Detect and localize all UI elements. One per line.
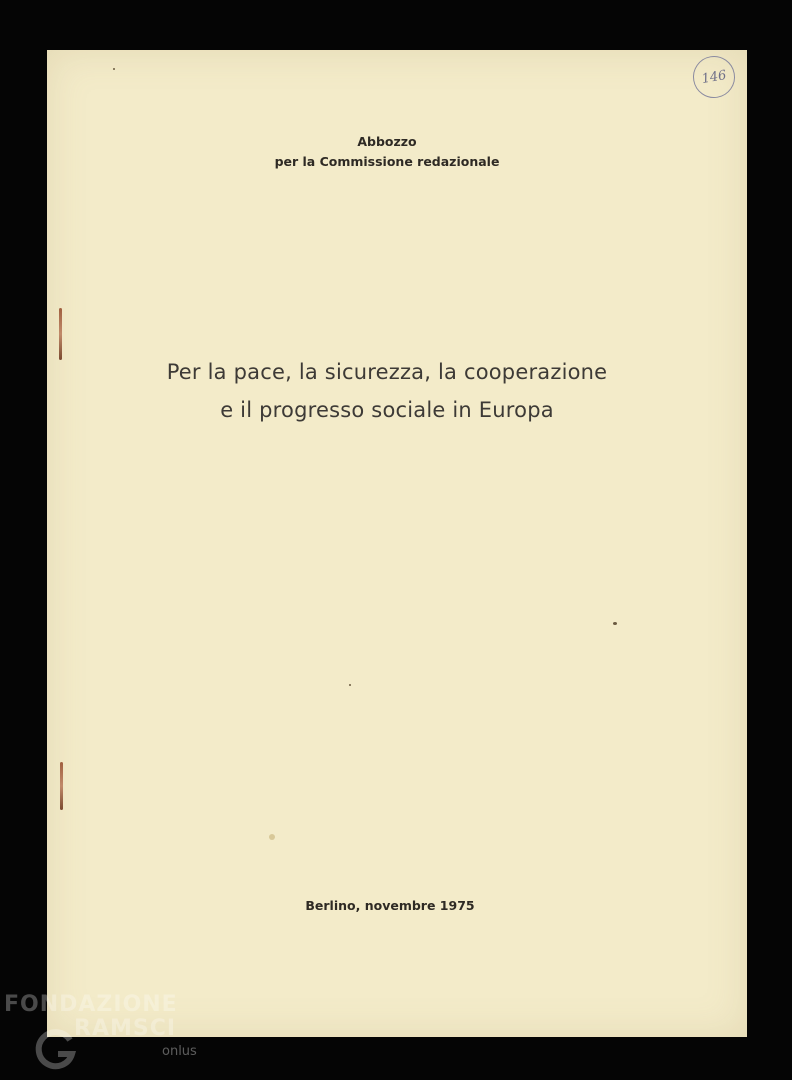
document-header bbox=[47, 132, 747, 172]
watermark-logo-icon bbox=[32, 1026, 78, 1072]
fondazione-watermark bbox=[4, 992, 204, 1072]
paper-speck bbox=[613, 622, 617, 625]
watermark-line-3: onlus bbox=[162, 1044, 197, 1059]
paper-speck bbox=[269, 834, 275, 840]
watermark-line-1: FONDAZIONE bbox=[4, 992, 178, 1017]
header-line-1: Abbozzo bbox=[357, 134, 417, 149]
header-line-2: per la Commissione redazionale bbox=[274, 154, 500, 169]
folio-number-stamp bbox=[690, 53, 739, 102]
title-line-2: e il progresso sociale in Europa bbox=[220, 398, 554, 422]
staple-bottom bbox=[60, 762, 63, 810]
document-footer bbox=[47, 898, 747, 913]
paper-speck bbox=[349, 684, 351, 686]
watermark-line-2: RAMSCI bbox=[74, 1016, 177, 1041]
place-date: Berlino, novembre 1975 bbox=[305, 898, 475, 913]
document-title bbox=[47, 353, 747, 429]
title-line-1: Per la pace, la sicurezza, la cooperazione bbox=[166, 360, 608, 384]
folio-number: 146 bbox=[700, 67, 728, 87]
paper-speck bbox=[113, 68, 115, 70]
document-page bbox=[47, 50, 747, 1037]
